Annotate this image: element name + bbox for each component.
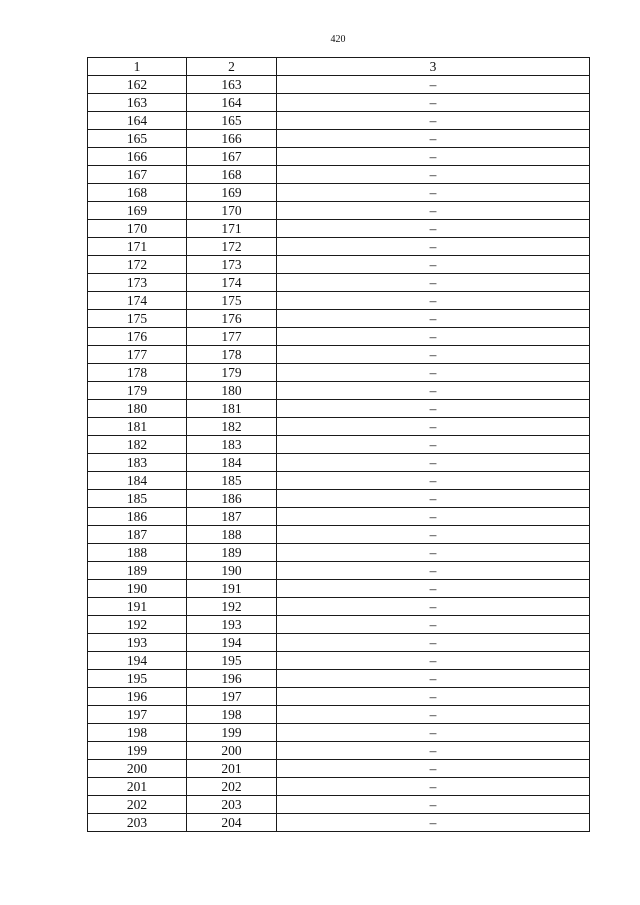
table-cell-col-2: 175 — [187, 292, 277, 310]
table-row — [88, 598, 590, 616]
table-row — [88, 778, 590, 796]
table-cell-col-3: – — [277, 292, 590, 310]
table-row — [88, 508, 590, 526]
table-cell-col-2: 177 — [187, 328, 277, 346]
table-row — [88, 670, 590, 688]
table-cell-col-2: 189 — [187, 544, 277, 562]
table-cell-col-2: 179 — [187, 364, 277, 382]
table-cell-col-1: 183 — [88, 454, 187, 472]
table-cell-col-2: 181 — [187, 400, 277, 418]
table-row — [88, 148, 590, 166]
table-cell-col-2: 198 — [187, 706, 277, 724]
table-cell-col-3: – — [277, 256, 590, 274]
table-cell-col-1: 202 — [88, 796, 187, 814]
table-cell-col-3: – — [277, 814, 590, 832]
table-cell-col-1: 182 — [88, 436, 187, 454]
table-cell-col-1: 186 — [88, 508, 187, 526]
table-cell-col-3: – — [277, 688, 590, 706]
table-cell-col-2: 182 — [187, 418, 277, 436]
table-cell-col-3: – — [277, 724, 590, 742]
table-cell-col-1: 176 — [88, 328, 187, 346]
table-cell-col-1: 201 — [88, 778, 187, 796]
table-row — [88, 616, 590, 634]
table-row — [88, 76, 590, 94]
table-cell-col-2: 169 — [187, 184, 277, 202]
table-cell-col-2: 194 — [187, 634, 277, 652]
table-row — [88, 418, 590, 436]
table-cell-col-3: – — [277, 328, 590, 346]
table-cell-col-2: 180 — [187, 382, 277, 400]
table-cell-col-2: 187 — [187, 508, 277, 526]
table-row — [88, 652, 590, 670]
table-cell-col-3: – — [277, 238, 590, 256]
table-cell-col-1: 170 — [88, 220, 187, 238]
table-row — [88, 544, 590, 562]
table-cell-col-1: 173 — [88, 274, 187, 292]
table-cell-col-3: – — [277, 598, 590, 616]
table-cell-col-1: 163 — [88, 94, 187, 112]
table-cell-col-2: 171 — [187, 220, 277, 238]
table-row — [88, 562, 590, 580]
table-cell-col-1: 197 — [88, 706, 187, 724]
table-row — [88, 292, 590, 310]
table-row — [88, 706, 590, 724]
table-cell-col-3: – — [277, 418, 590, 436]
table-cell-col-3: – — [277, 706, 590, 724]
table-cell-col-1: 181 — [88, 418, 187, 436]
table-cell-col-1: 168 — [88, 184, 187, 202]
table-cell-col-3: – — [277, 184, 590, 202]
table-row — [88, 256, 590, 274]
table-cell-col-1: 200 — [88, 760, 187, 778]
table-row — [88, 202, 590, 220]
table-cell-col-3: – — [277, 580, 590, 598]
table-cell-col-3: – — [277, 742, 590, 760]
table-row — [88, 436, 590, 454]
table-cell-col-1: 169 — [88, 202, 187, 220]
page-number: 420 — [330, 34, 346, 45]
table-row — [88, 382, 590, 400]
table-row — [88, 526, 590, 544]
table-cell-col-1: 189 — [88, 562, 187, 580]
table-cell-col-1: 194 — [88, 652, 187, 670]
table-cell-col-1: 198 — [88, 724, 187, 742]
table-cell-col-3: – — [277, 202, 590, 220]
table-row — [88, 742, 590, 760]
table-cell-col-1: 167 — [88, 166, 187, 184]
column-header-3: 3 — [277, 58, 590, 76]
table-cell-col-2: 170 — [187, 202, 277, 220]
table-cell-col-2: 163 — [187, 76, 277, 94]
table-cell-col-3: – — [277, 130, 590, 148]
table-cell-col-2: 178 — [187, 346, 277, 364]
table-cell-col-3: – — [277, 778, 590, 796]
table-cell-col-2: 201 — [187, 760, 277, 778]
table-cell-col-1: 165 — [88, 130, 187, 148]
table-row — [88, 166, 590, 184]
table-cell-col-3: – — [277, 670, 590, 688]
table-cell-col-3: – — [277, 544, 590, 562]
table-cell-col-3: – — [277, 274, 590, 292]
table-cell-col-3: – — [277, 472, 590, 490]
table-row — [88, 184, 590, 202]
table-cell-col-1: 179 — [88, 382, 187, 400]
table-cell-col-1: 178 — [88, 364, 187, 382]
table-cell-col-1: 164 — [88, 112, 187, 130]
table-cell-col-1: 203 — [88, 814, 187, 832]
table-cell-col-3: – — [277, 382, 590, 400]
table-cell-col-1: 195 — [88, 670, 187, 688]
table-cell-col-3: – — [277, 310, 590, 328]
table-cell-col-3: – — [277, 634, 590, 652]
table-row — [88, 328, 590, 346]
table-cell-col-1: 175 — [88, 310, 187, 328]
table-cell-col-1: 184 — [88, 472, 187, 490]
table-row — [88, 796, 590, 814]
table-cell-col-2: 184 — [187, 454, 277, 472]
table-row — [88, 94, 590, 112]
table-cell-col-3: – — [277, 796, 590, 814]
table-cell-col-2: 192 — [187, 598, 277, 616]
table-cell-col-2: 195 — [187, 652, 277, 670]
table-cell-col-1: 185 — [88, 490, 187, 508]
table-cell-col-1: 193 — [88, 634, 187, 652]
table-cell-col-2: 176 — [187, 310, 277, 328]
table-cell-col-1: 174 — [88, 292, 187, 310]
table-cell-col-3: – — [277, 454, 590, 472]
table-cell-col-1: 190 — [88, 580, 187, 598]
table-cell-col-2: 200 — [187, 742, 277, 760]
table-cell-col-1: 166 — [88, 148, 187, 166]
table-cell-col-1: 187 — [88, 526, 187, 544]
table-cell-col-1: 191 — [88, 598, 187, 616]
data-table — [87, 57, 590, 832]
table-cell-col-2: 204 — [187, 814, 277, 832]
table-cell-col-1: 172 — [88, 256, 187, 274]
table-cell-col-3: – — [277, 562, 590, 580]
table-cell-col-2: 167 — [187, 148, 277, 166]
table-row — [88, 112, 590, 130]
table-row — [88, 400, 590, 418]
table-row — [88, 724, 590, 742]
table-cell-col-3: – — [277, 220, 590, 238]
table-cell-col-1: 199 — [88, 742, 187, 760]
table-row — [88, 310, 590, 328]
table-cell-col-3: – — [277, 112, 590, 130]
table-cell-col-1: 171 — [88, 238, 187, 256]
table-header-row — [88, 58, 590, 76]
table-row — [88, 346, 590, 364]
table-cell-col-2: 188 — [187, 526, 277, 544]
table-body — [88, 76, 590, 832]
table-cell-col-3: – — [277, 346, 590, 364]
table-row — [88, 220, 590, 238]
table-cell-col-3: – — [277, 616, 590, 634]
table-cell-col-2: 185 — [187, 472, 277, 490]
table-cell-col-2: 164 — [187, 94, 277, 112]
table-row — [88, 454, 590, 472]
table-row — [88, 760, 590, 778]
table-cell-col-3: – — [277, 148, 590, 166]
table-cell-col-1: 196 — [88, 688, 187, 706]
table-cell-col-2: 196 — [187, 670, 277, 688]
table-cell-col-3: – — [277, 760, 590, 778]
table-row — [88, 814, 590, 832]
table-row — [88, 580, 590, 598]
table-cell-col-1: 180 — [88, 400, 187, 418]
column-header-1: 1 — [88, 58, 187, 76]
table-cell-col-3: – — [277, 490, 590, 508]
table-cell-col-2: 203 — [187, 796, 277, 814]
table-row — [88, 238, 590, 256]
table-cell-col-1: 177 — [88, 346, 187, 364]
table-row — [88, 274, 590, 292]
table-row — [88, 634, 590, 652]
table-cell-col-1: 192 — [88, 616, 187, 634]
table-cell-col-2: 193 — [187, 616, 277, 634]
table-cell-col-2: 173 — [187, 256, 277, 274]
table-cell-col-3: – — [277, 526, 590, 544]
table-cell-col-2: 166 — [187, 130, 277, 148]
table-cell-col-2: 199 — [187, 724, 277, 742]
table-cell-col-2: 168 — [187, 166, 277, 184]
table-cell-col-3: – — [277, 508, 590, 526]
table-row — [88, 130, 590, 148]
table-cell-col-2: 174 — [187, 274, 277, 292]
table-cell-col-1: 162 — [88, 76, 187, 94]
table-cell-col-1: 188 — [88, 544, 187, 562]
table-cell-col-3: – — [277, 94, 590, 112]
table-cell-col-2: 165 — [187, 112, 277, 130]
table-cell-col-2: 183 — [187, 436, 277, 454]
table-cell-col-2: 202 — [187, 778, 277, 796]
table-cell-col-2: 186 — [187, 490, 277, 508]
table-row — [88, 472, 590, 490]
table-cell-col-3: – — [277, 400, 590, 418]
table-cell-col-3: – — [277, 166, 590, 184]
column-header-2: 2 — [187, 58, 277, 76]
table-row — [88, 688, 590, 706]
table-cell-col-2: 191 — [187, 580, 277, 598]
table-cell-col-3: – — [277, 652, 590, 670]
table-cell-col-3: – — [277, 76, 590, 94]
table-row — [88, 364, 590, 382]
table-cell-col-3: – — [277, 436, 590, 454]
table-cell-col-2: 172 — [187, 238, 277, 256]
table-cell-col-2: 197 — [187, 688, 277, 706]
table-cell-col-2: 190 — [187, 562, 277, 580]
table-cell-col-3: – — [277, 364, 590, 382]
table-row — [88, 490, 590, 508]
